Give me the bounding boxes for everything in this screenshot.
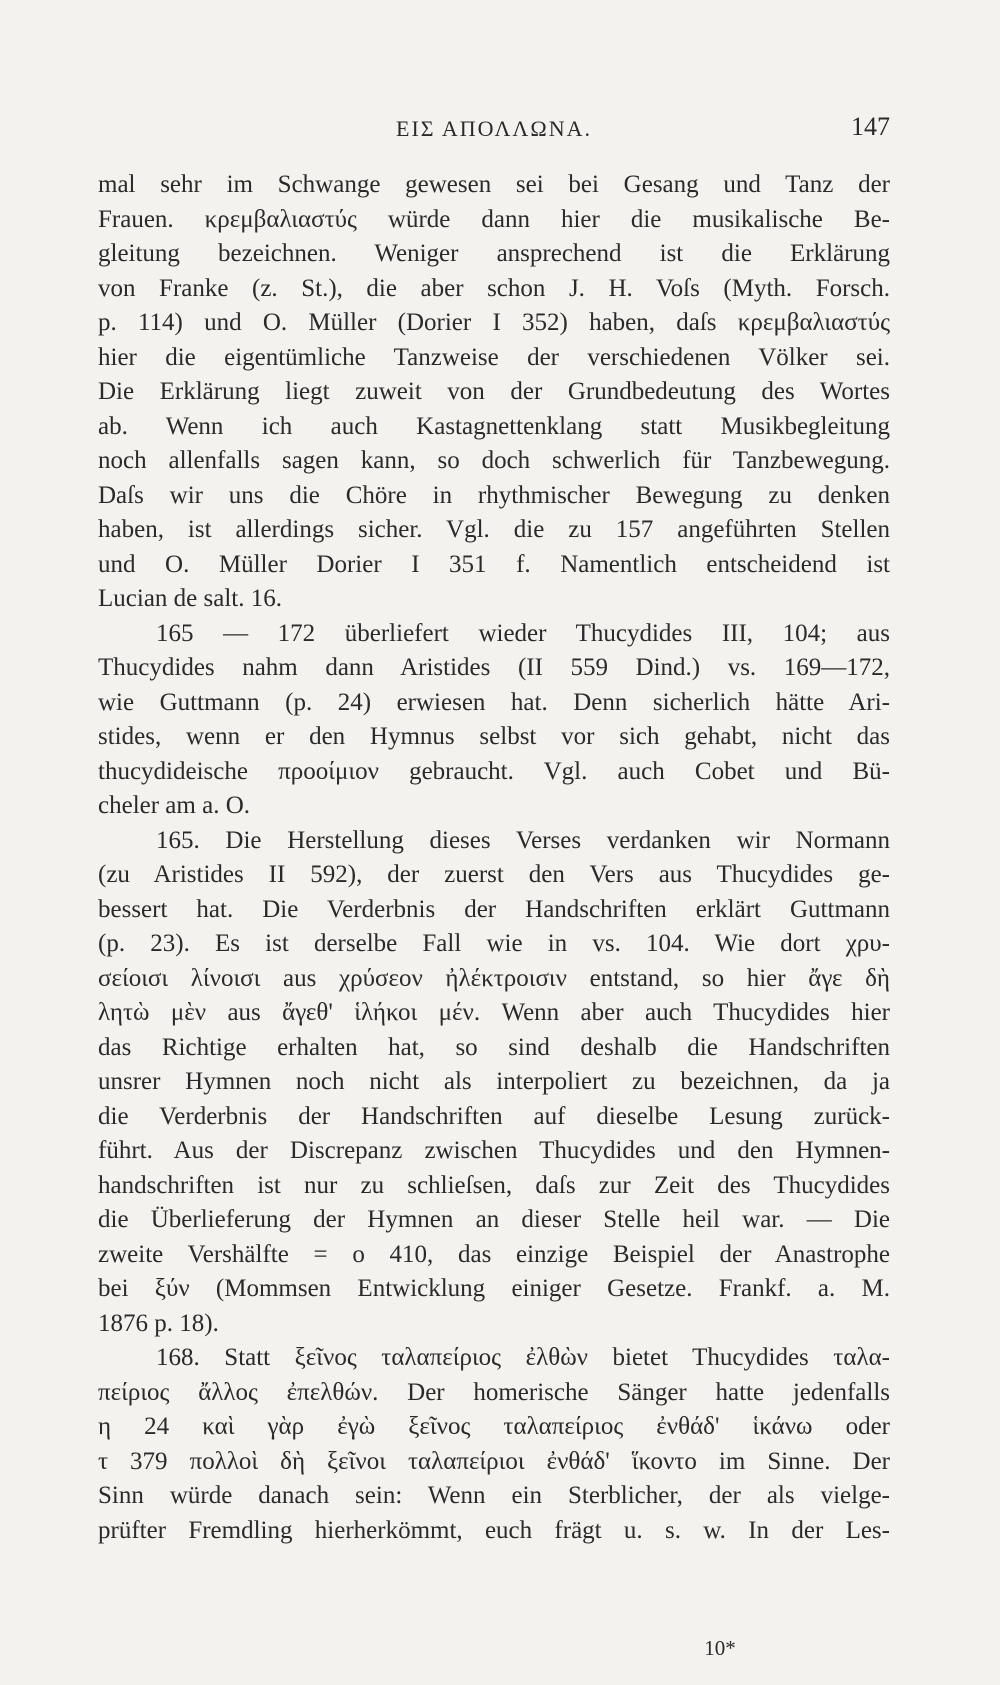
text-line: bessert hat. Die Verderbnis der Handschriften erklärt Guttmann bbox=[98, 895, 890, 923]
text-line: die Verderbnis der Handschriften auf dieselbe Lesung zurück- bbox=[98, 1102, 890, 1130]
text-line: hier die eigentümliche Tanzweise der verschiedenen Völker sei. bbox=[98, 343, 890, 371]
text-line: handschriften ist nur zu schlieſsen, daſs zur Zeit des Thucydides bbox=[98, 1171, 890, 1199]
text-line: thucydideische προοίμιον gebraucht. Vgl. auch Cobet und Bü- bbox=[98, 757, 890, 785]
text-line: Daſs wir uns die Chöre in rhythmischer Bewegung zu denken bbox=[98, 481, 890, 509]
text-line: ab. Wenn ich auch Kastagnettenklang statt Musikbegleitung bbox=[98, 412, 890, 440]
text-line: haben, ist allerdings sicher. Vgl. die zu 157 angeführten Stellen bbox=[98, 516, 890, 543]
text-line: η 24 καὶ γὰρ ἐγὼ ξεῖνος ταλαπείριος ἐνθάδ' ἱκάνω oder bbox=[98, 1413, 890, 1440]
paragraph-start-line: 165. Die Herstellung dieses Verses verdanken wir Normann bbox=[156, 826, 890, 854]
text-line: bei ξύν (Mommsen Entwicklung einiger Gesetze. Frankf. a. M. bbox=[98, 1275, 890, 1302]
text-line: stides, wenn er den Hymnus selbst vor sich gehabt, nicht das bbox=[98, 723, 890, 750]
text-line: das Richtige erhalten hat, so sind deshalb die Handschriften bbox=[98, 1033, 890, 1061]
paragraph-start-line: 168. Statt ξεῖνος ταλαπείριος ἐλθὼν bietet Thucydides ταλα- bbox=[156, 1344, 890, 1371]
text-line: führt. Aus der Discrepanz zwischen Thucydides und den Hymnen- bbox=[98, 1137, 890, 1164]
running-head bbox=[98, 112, 890, 152]
text-line: mal sehr im Schwange gewesen sei bei Gesang und Tanz der bbox=[98, 171, 890, 198]
text-line: zweite Vershälfte = o 410, das einzige Beispiel der Anastrophe bbox=[98, 1240, 890, 1268]
text-line: von Franke (z. St.), die aber schon J. H. Voſs (Myth. Forsch. bbox=[98, 274, 890, 302]
text-line: Thucydides nahm dann Aristides (II 559 Dind.) vs. 169—172, bbox=[98, 654, 890, 681]
text-line: πείριος ἄλλος ἐπελθών. Der homerische Sänger hatte jedenfalls bbox=[98, 1378, 890, 1406]
paragraph-start-line: 165 — 172 überliefert wieder Thucydides III, 104; aus bbox=[156, 619, 890, 647]
body-text bbox=[98, 168, 890, 1548]
text-line: cheler am a. O. bbox=[98, 792, 251, 819]
text-line: 1876 p. 18). bbox=[98, 1309, 219, 1337]
text-line: prüfter Fremdling hierherkömmt, euch frägt u. s. w. In der Les- bbox=[98, 1516, 890, 1544]
text-line: Die Erklärung liegt zuweit von der Grundbedeutung des Wortes bbox=[98, 378, 890, 405]
running-title: ΕΙΣ ΑΠΟΛΛΩΝΑ. bbox=[396, 116, 592, 141]
text-line: wie Guttmann (p. 24) erwiesen hat. Denn sicherlich hätte Ari- bbox=[98, 688, 890, 716]
signature-mark: 10* bbox=[704, 1636, 736, 1660]
text-line: p. 114) und O. Müller (Dorier I 352) haben, daſs κρεμβαλιαστύς bbox=[98, 309, 890, 336]
text-line: (p. 23). Es ist derselbe Fall wie in vs. 104. Wie dort χρυ- bbox=[98, 930, 890, 957]
text-line: noch allenfalls sagen kann, so doch schwerlich für Tanzbewegung. bbox=[98, 447, 890, 474]
text-line: Sinn würde danach sein: Wenn ein Sterblicher, der als vielge- bbox=[98, 1482, 890, 1509]
text-line: σείοισι λίνοισι aus χρύσεον ἠλέκτροισιν entstand, so hier ἄγε δὴ bbox=[98, 964, 890, 992]
text-line: Frauen. κρεμβαλιαστύς würde dann hier die musikalische Be- bbox=[98, 205, 890, 233]
text-line: λητὼ μὲν aus ἄγεθ' ἱλήκοι μέν. Wenn aber auch Thucydides hier bbox=[98, 999, 890, 1026]
text-line: (zu Aristides II 592), der zuerst den Vers aus Thucydides ge- bbox=[98, 861, 890, 888]
text-line: die Überlieferung der Hymnen an dieser Stelle heil war. — Die bbox=[98, 1206, 890, 1233]
text-line: unsrer Hymnen noch nicht als interpoliert zu bezeichnen, da ja bbox=[98, 1068, 890, 1095]
page-number: 147 bbox=[851, 112, 890, 141]
text-line: τ 379 πολλοὶ δὴ ξεῖνοι ταλαπείριοι ἐνθάδ' ἵκοντο im Sinne. Der bbox=[98, 1447, 890, 1475]
text-line: und O. Müller Dorier I 351 f. Namentlich entscheidend ist bbox=[98, 550, 890, 578]
text-line: gleitung bezeichnen. Weniger ansprechend ist die Erklärung bbox=[98, 240, 890, 267]
text-line: Lucian de salt. 16. bbox=[98, 585, 282, 612]
